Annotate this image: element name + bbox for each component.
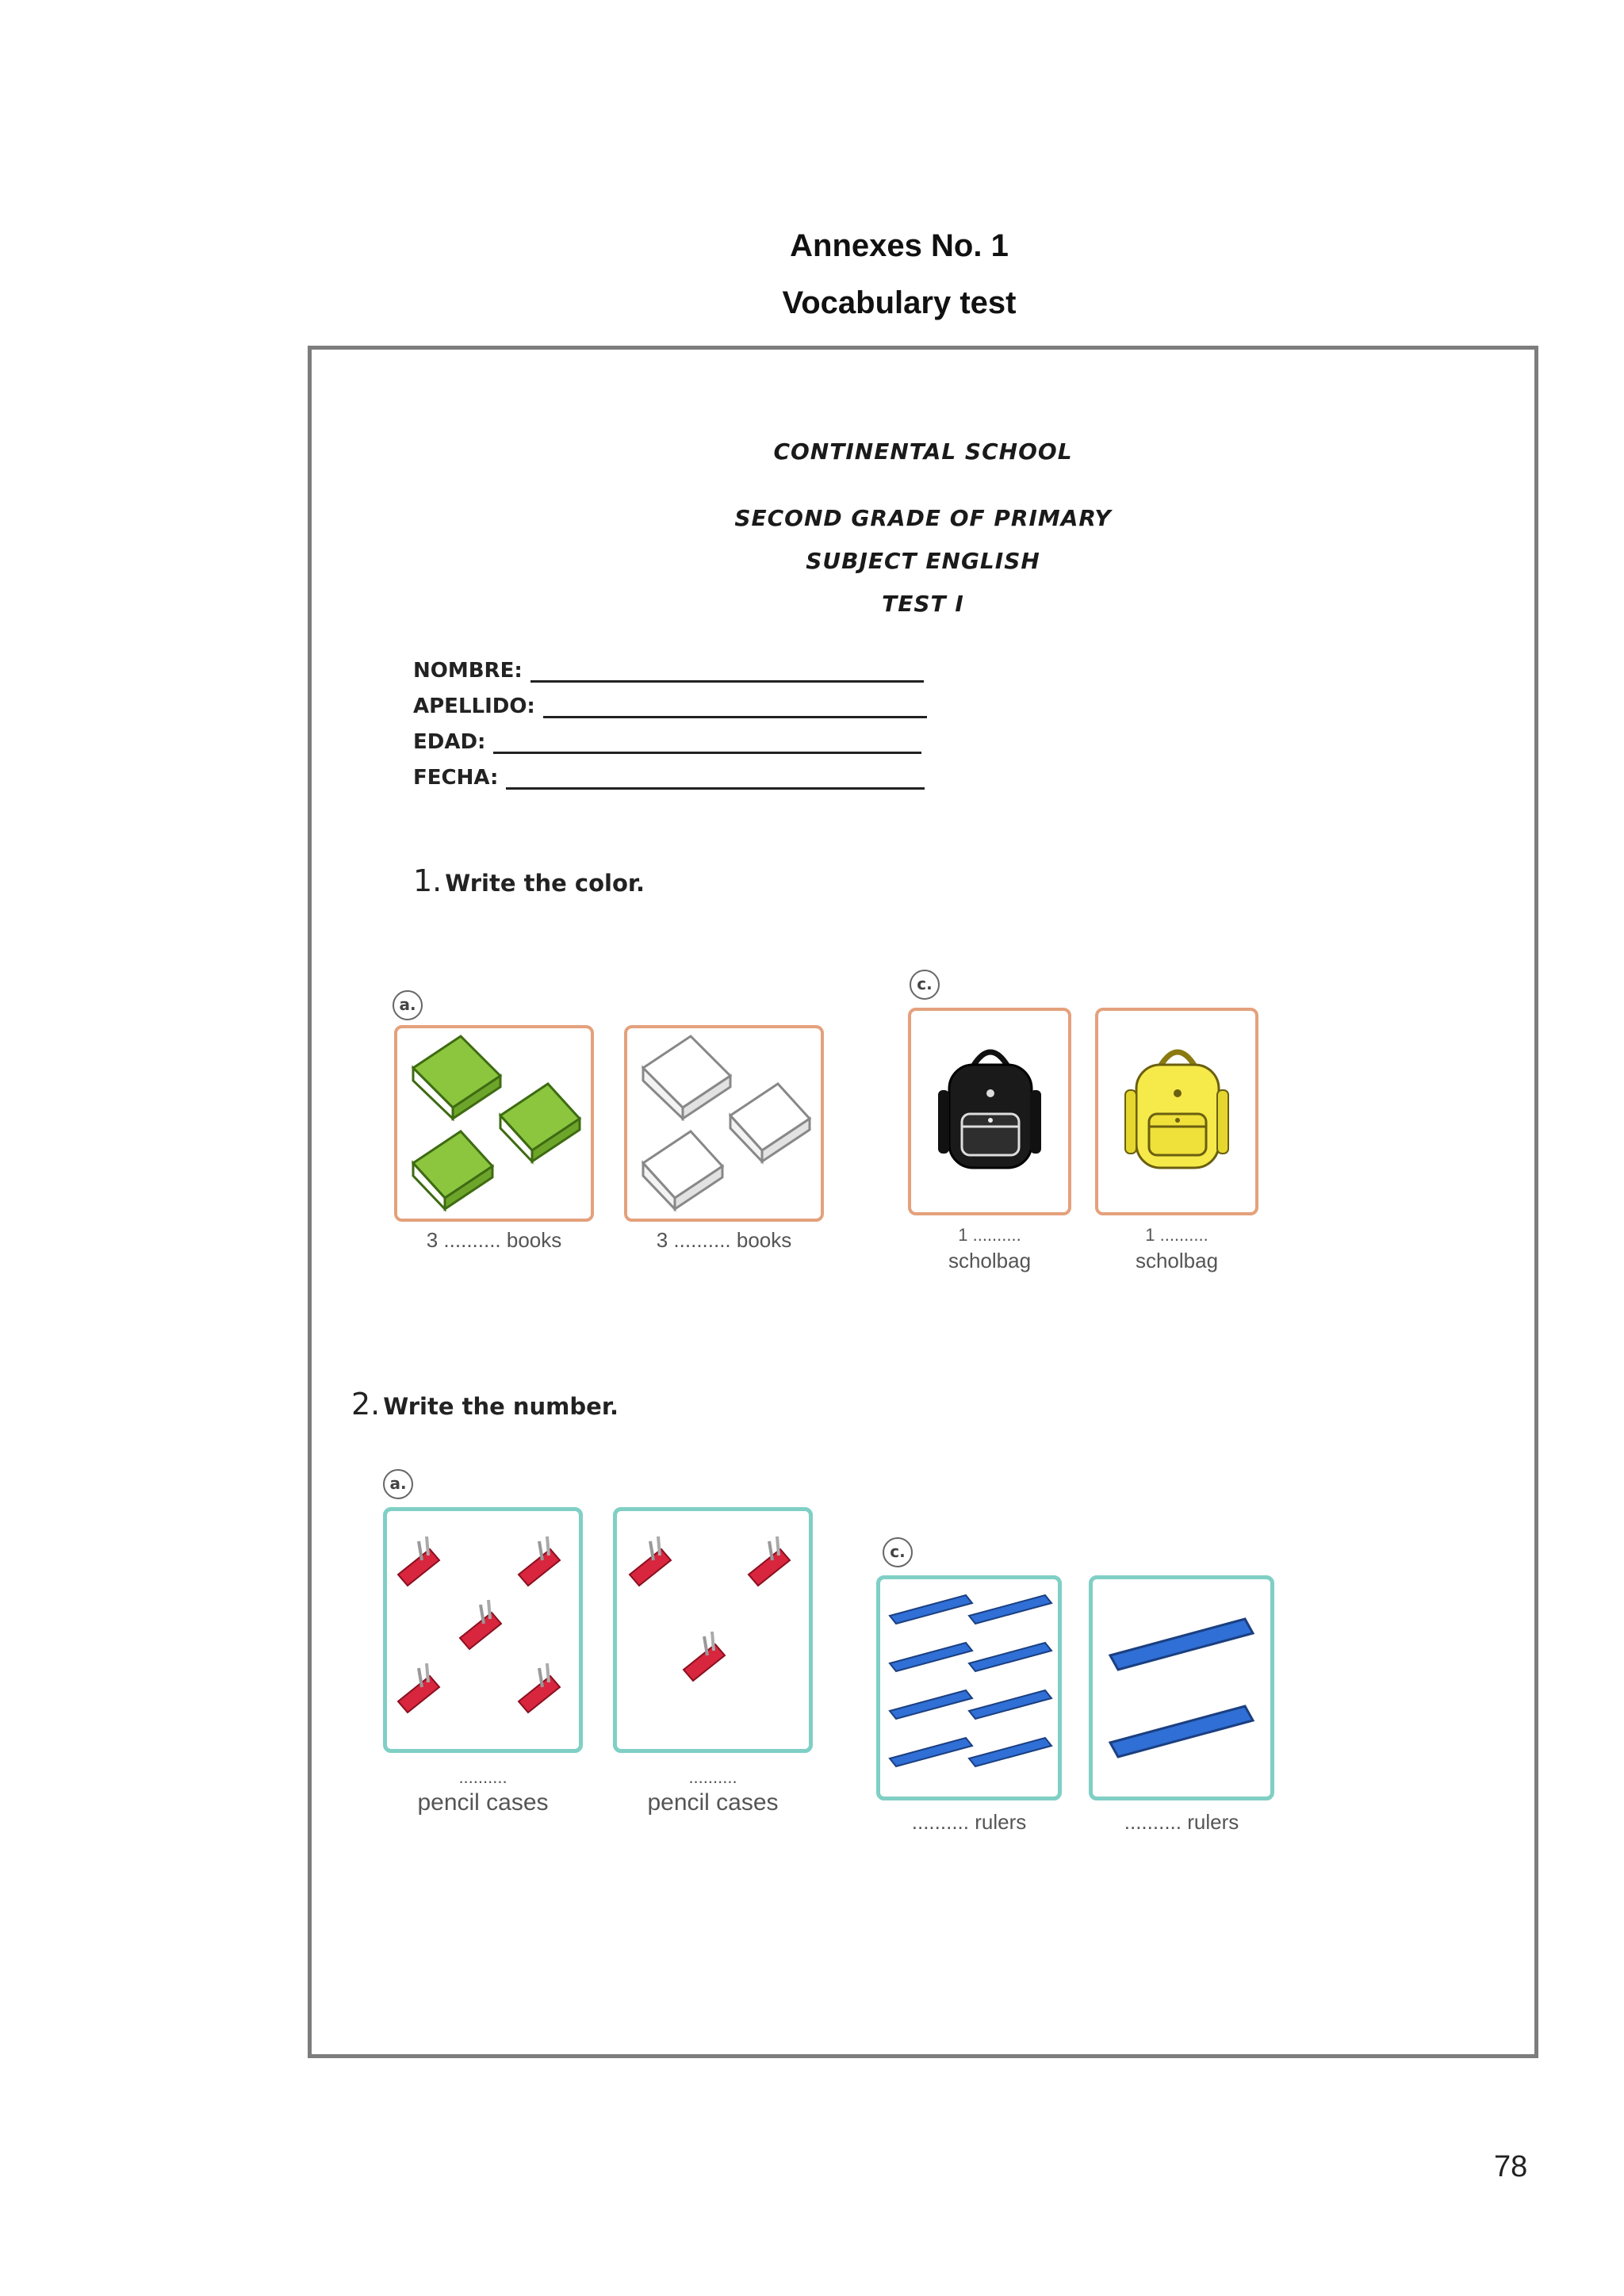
caption-pencil-count-2: .......... [688,1767,737,1787]
field-label: NOMBRE: [413,659,523,683]
white-books-card [624,1025,824,1222]
test-line: TEST I [882,591,964,617]
question-2 [351,1387,619,1422]
caption-black-bag: scholbag [948,1249,1032,1272]
subject-line: SUBJECT ENGLISH [806,548,1040,574]
document-title: Vocabulary test [782,285,1017,320]
ruler-icon [880,1579,1058,1797]
yellow-backpack-card [1095,1008,1258,1215]
question-number: 1. [413,863,442,898]
form-field-date[interactable] [413,766,925,790]
black-backpack-card [908,1008,1071,1215]
green-books-card [394,1025,594,1222]
caption-rulers-2: .......... rulers [1124,1810,1239,1834]
group-c-marker: c. [910,970,940,1000]
field-label: FECHA: [413,766,499,790]
caption-pencil-cases-2: pencil cases [647,1789,779,1816]
school-name: CONTINENTAL SCHOOL [773,438,1073,465]
ruler-icon [1093,1579,1270,1797]
field-label: EDAD: [413,730,486,754]
rulers-card-1 [876,1575,1062,1800]
caption-pencil-count-1: .......... [458,1767,508,1787]
date-blank[interactable] [506,770,925,790]
question-1 [413,863,645,898]
yellow-backpack-icon [1098,1011,1255,1212]
caption-black-bag-count: 1 .......... [958,1225,1021,1245]
caption-yellow-bag: scholbag [1135,1249,1219,1272]
form-field-age[interactable] [413,730,921,754]
black-backpack-icon [911,1011,1068,1212]
pencil-case-icon [387,1511,579,1749]
caption-green-books: 3 .......... books [426,1228,562,1252]
page-number: 78 [1494,2150,1528,2183]
grade-line: SECOND GRADE OF PRIMARY [734,505,1112,531]
age-blank[interactable] [493,734,921,754]
surname-blank[interactable] [543,698,927,718]
caption-yellow-bag-count: 1 .......... [1145,1225,1208,1245]
group-c-marker: c. [883,1537,913,1567]
form-field-name[interactable] [413,659,924,683]
annex-title: Annexes No. 1 [790,228,1009,263]
caption-rulers-1: .......... rulers [911,1810,1027,1834]
question-prompt: Write the color. [445,870,645,897]
form-field-surname[interactable] [413,695,927,718]
group-a-marker: a. [393,990,423,1020]
group-a-marker: a. [383,1469,413,1499]
pencil-case-icon [617,1511,809,1749]
white-books-icon [627,1028,821,1219]
green-books-icon [397,1028,591,1219]
rulers-card-2 [1089,1575,1274,1800]
caption-pencil-cases-1: pencil cases [417,1789,549,1816]
pencil-cases-card-1 [383,1507,583,1753]
caption-white-books: 3 .......... books [656,1228,792,1252]
question-prompt: Write the number. [383,1393,619,1420]
name-blank[interactable] [530,663,924,683]
field-label: APELLIDO: [413,695,535,718]
question-number: 2. [351,1387,381,1422]
worksheet-frame [308,346,1538,2058]
pencil-cases-card-2 [613,1507,813,1753]
